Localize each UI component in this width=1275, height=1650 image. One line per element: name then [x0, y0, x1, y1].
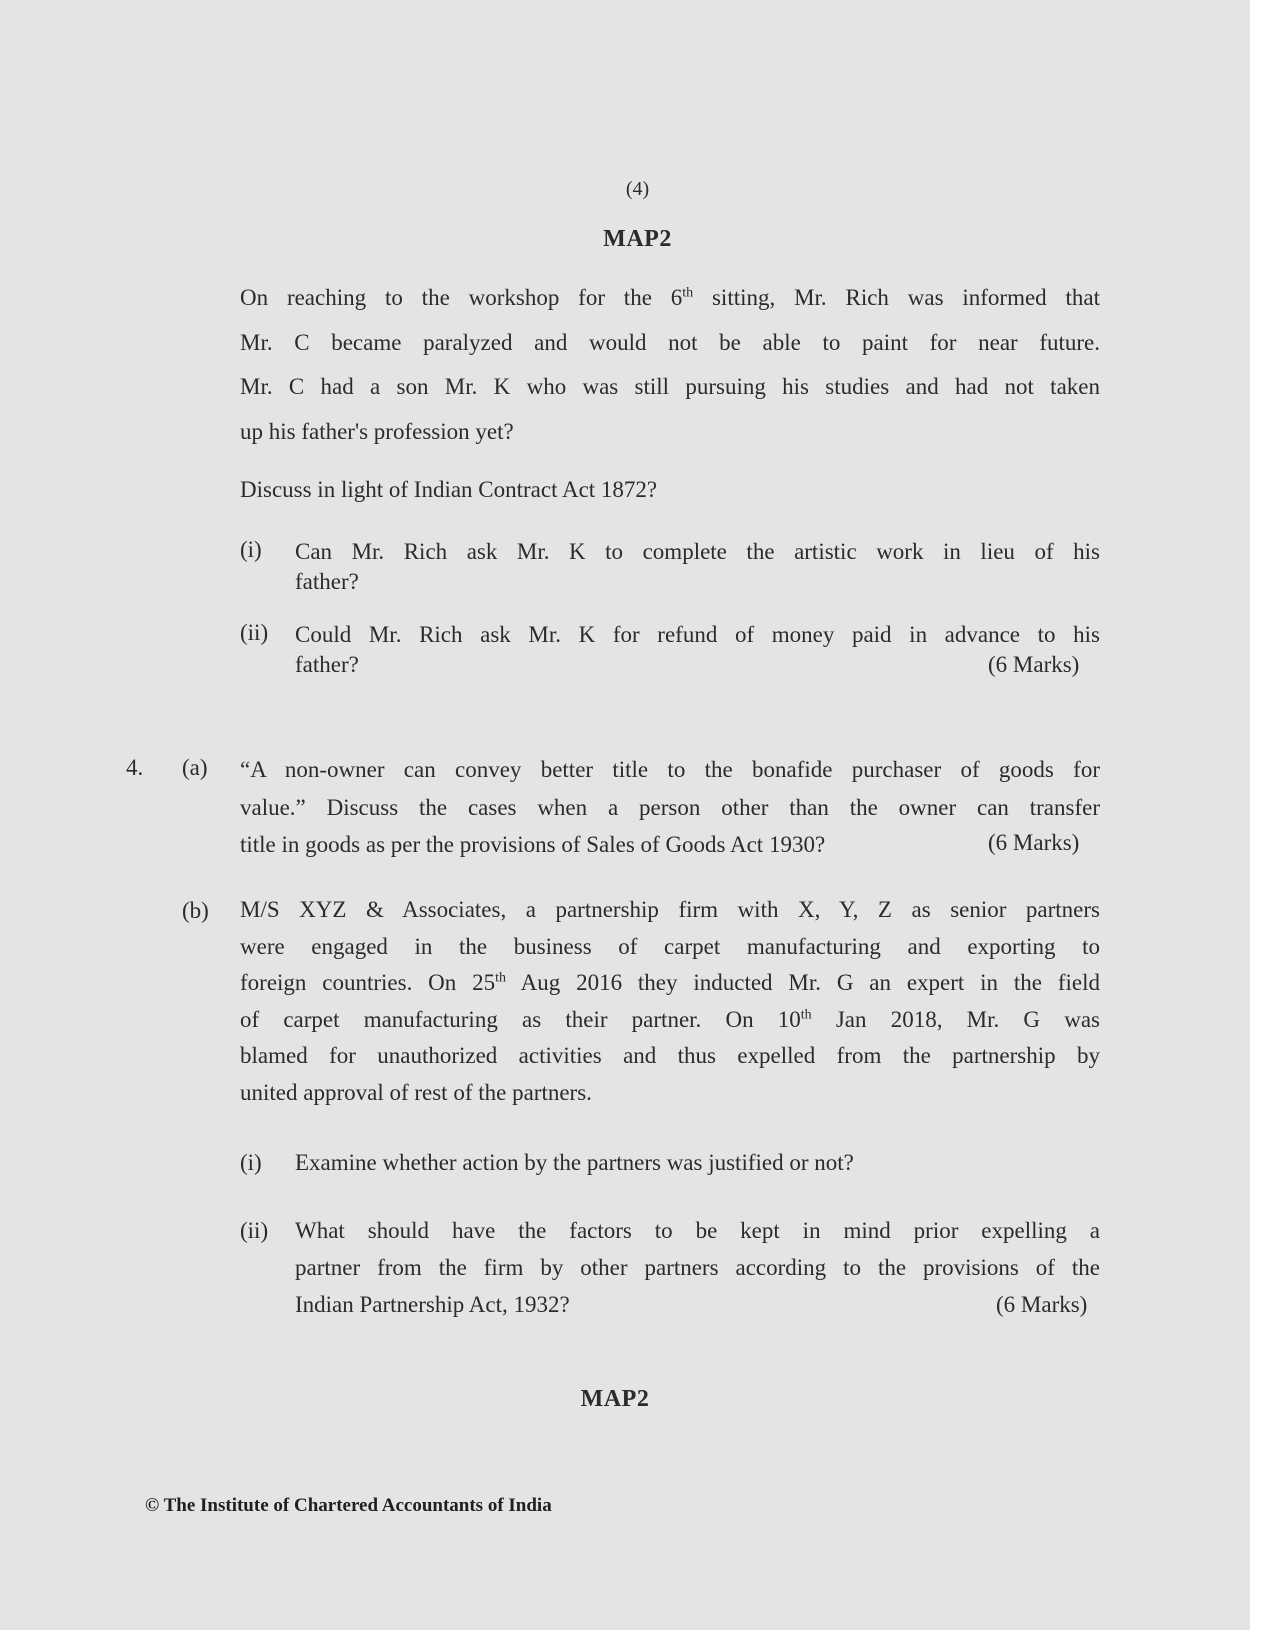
q3-para-line-4: up his father's profession yet?: [240, 418, 514, 444]
q3-item-i-text: Can Mr. Rich ask Mr. K to complete the artistic work in lieu of his father?: [295, 539, 1100, 594]
q4b-item-ii-label: (ii): [240, 1218, 269, 1243]
q4b-item-i-text: Examine whether action by the partners was justified or not?: [295, 1150, 854, 1175]
q3-item-ii-text: Could Mr. Rich ask Mr. K for refund of money paid in advance to his father?: [295, 622, 1100, 677]
q3-paragraph: [240, 276, 1100, 454]
q4b-text: M/S XYZ & Associates, a partnership firm with X, Y, Z as senior partners were engaged in the business of carpet manufacturing and exporting to foreign countries. On 25th Aug 2016 they inducted Mr. G an expert in the field of carpet manufacturing as their partner. On 10th Jan 2018, Mr. G was blamed for unauthorized activities and thus expelled from the partnership by united approval of rest of the partners.: [240, 897, 1100, 1105]
q3-para-line-3: Mr. C had a son Mr. K who was still pursuing his studies and had not taken: [240, 374, 1100, 399]
q3-para-line-1: On reaching to the workshop for the 6th sitting, Mr. Rich was informed that: [240, 285, 1100, 310]
paper-code-footer: MAP2: [580, 1386, 650, 1412]
q4b-item-i-label: (i): [240, 1150, 262, 1175]
copyright-footer: © The Institute of Chartered Accountants of India: [145, 1495, 552, 1516]
paper-code-header: MAP2: [603, 226, 672, 252]
q3-marks: (6 Marks): [988, 652, 1080, 677]
q3-para-line-2: Mr. C became paralyzed and would not be able to paint for near future.: [240, 329, 1100, 355]
q3-discuss: Discuss in light of Indian Contract Act 1872?: [240, 477, 658, 502]
q4b-label: (b): [182, 898, 209, 923]
q4b-marks: (6 Marks): [996, 1292, 1088, 1317]
q4a-label: (a): [182, 755, 208, 780]
q4a-text: “A non-owner can convey better title to the bonafide purchaser of goods for value.” Discuss the cases when a person other than the owner can transfer title in goods as per the provisions of Sales of Goods Act 1930?: [240, 757, 1100, 857]
q4-number: 4.: [126, 755, 144, 780]
q4a-marks: (6 Marks): [988, 830, 1080, 855]
q4b-item-ii-text: What should have the factors to be kept in mind prior expelling a partner from the firm by other partners according to the provisions of the Indian Partnership Act, 1932?: [295, 1218, 1100, 1317]
q3-item-i-label: (i): [240, 537, 262, 562]
q3-item-ii-label: (ii): [240, 620, 269, 645]
page-number: (4): [625, 178, 650, 200]
